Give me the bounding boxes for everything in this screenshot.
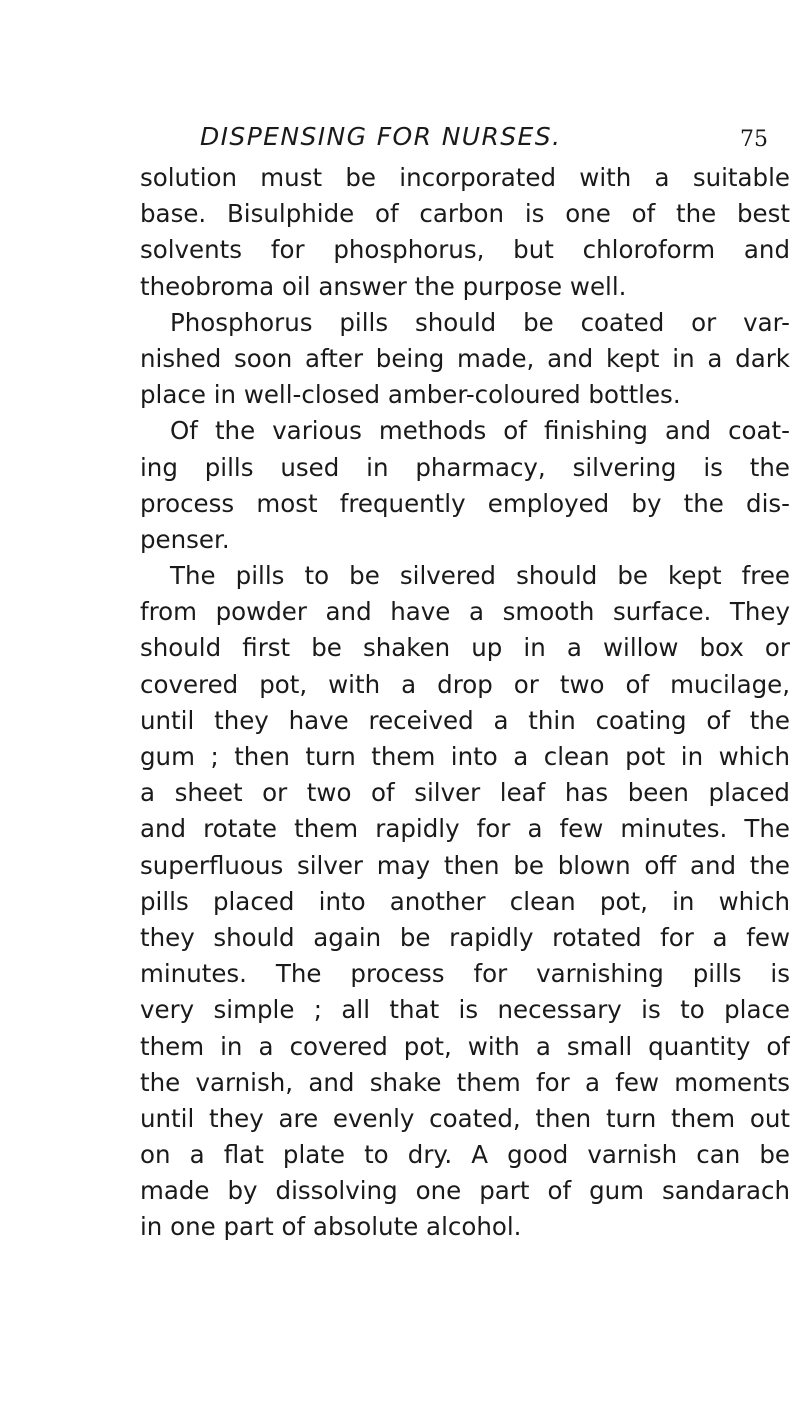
text-line: superfluous silver may then be blown off and the <box>140 850 790 880</box>
text-line: them in a covered pot, with a small quantity of <box>140 1031 790 1061</box>
text-line: base. Bisulphide of carbon is one of the best <box>140 199 790 229</box>
text-line: the varnish, and shake them for a few moments <box>140 1067 790 1097</box>
running-head: DISPENSING FOR NURSES. <box>200 122 562 151</box>
text-line: pills placed into another clean pot, in which <box>140 886 790 916</box>
text-line: in one part of absolute alcohol. <box>140 1212 522 1242</box>
text-line: penser. <box>140 524 230 554</box>
text-line: until they have received a thin coating of the <box>140 705 790 735</box>
text-line: ing pills used in pharmacy, silvering is the <box>140 452 790 482</box>
text-line: covered pot, with a drop or two of mucilage, <box>140 669 790 699</box>
text-line: theobroma oil answer the purpose well. <box>140 271 627 301</box>
text-line: The pills to be silvered should be kept free <box>170 561 790 591</box>
text-line: should first be shaken up in a willow box or <box>140 633 790 663</box>
text-line: solvents for phosphorus, but chloroform and <box>140 235 790 265</box>
text-line: they should again be rapidly rotated for a few <box>140 922 790 952</box>
text-line: on a flat plate to dry. A good varnish can be <box>140 1140 790 1170</box>
text-line: very simple ; all that is necessary is to place <box>140 995 790 1025</box>
text-line: and rotate them rapidly for a few minutes. The <box>140 814 790 844</box>
text-line: until they are evenly coated, then turn them out <box>140 1103 790 1133</box>
text-line: solution must be incorporated with a suitable <box>140 163 790 192</box>
text-line: a sheet or two of silver leaf has been placed <box>140 778 790 808</box>
text-line: gum ; then turn them into a clean pot in which <box>140 742 790 771</box>
text-line: Of the various methods of finishing and coat- <box>170 416 790 446</box>
text-line: place in well-closed amber-coloured bottles. <box>140 380 681 410</box>
text-line: Phosphorus pills should be coated or var- <box>170 307 790 337</box>
text-line: nished soon after being made, and kept in a dark <box>140 343 790 373</box>
body-text <box>140 160 790 1246</box>
text-line: made by dissolving one part of gum sandarach <box>140 1176 790 1206</box>
text-line: minutes. The process for varnishing pills is <box>140 959 790 989</box>
text-line: from powder and have a smooth surface. They <box>140 597 790 627</box>
text-line: process most frequently employed by the dis- <box>140 488 790 518</box>
page-number: 75 <box>740 127 768 152</box>
